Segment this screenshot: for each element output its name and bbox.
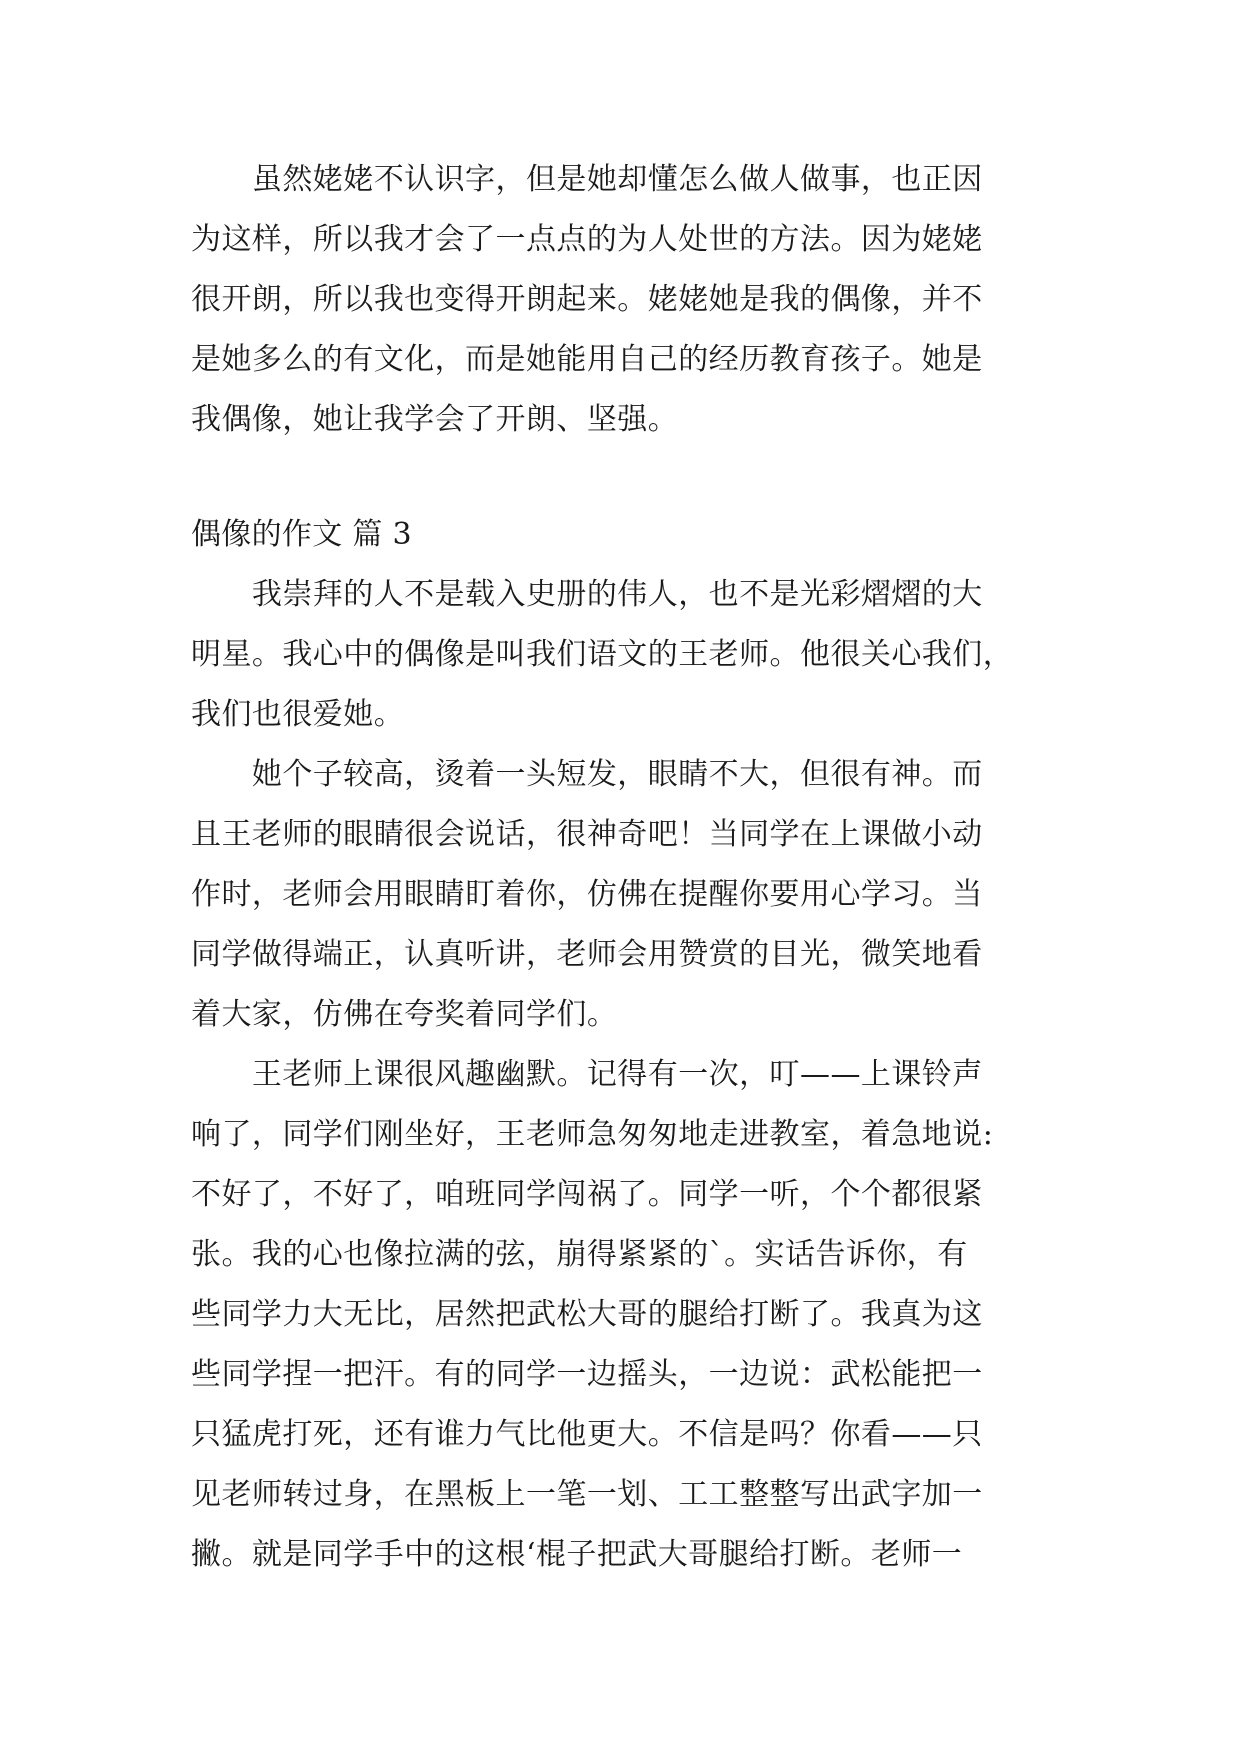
body-text-line: 我们也很爱她。 bbox=[191, 697, 405, 732]
body-text-line: 撇。就是同学手中的这根‘棍子把武大哥腿给打断。老师一 bbox=[191, 1537, 963, 1572]
body-text-line: 很开朗，所以我也变得开朗起来。姥姥她是我的偶像，并不 bbox=[191, 282, 983, 317]
section-heading: 偶像的作文 篇 3 bbox=[191, 517, 412, 552]
body-text-line: 些同学捏一把汗。有的同学一边摇头，一边说：武松能把一 bbox=[191, 1357, 983, 1392]
body-text-line: 些同学力大无比，居然把武松大哥的腿给打断了。我真为这 bbox=[191, 1297, 983, 1332]
body-text-line: 作时，老师会用眼睛盯着你，仿佛在提醒你要用心学习。当 bbox=[191, 877, 983, 912]
body-text-line: 是她多么的有文化，而是她能用自己的经历教育孩子。她是 bbox=[191, 342, 983, 377]
body-text-line: 同学做得端正，认真听讲，老师会用赞赏的目光，微笑地看 bbox=[191, 937, 983, 972]
body-text-line: 着大家，仿佛在夸奖着同学们。 bbox=[191, 997, 618, 1032]
body-text-line: 不好了，不好了，咱班同学闯祸了。同学一听，个个都很紧 bbox=[191, 1177, 983, 1212]
body-text-line: 张。我的心也像拉满的弦，崩得紧紧的`。实话告诉你，有 bbox=[191, 1237, 968, 1272]
body-text-line: 为这样，所以我才会了一点点的为人处世的方法。因为姥姥 bbox=[191, 222, 983, 257]
body-text-line: 我偶像，她让我学会了开朗、坚强。 bbox=[191, 402, 679, 437]
body-text-line: 响了，同学们刚坐好，王老师急匆匆地走进教室，着急地说: bbox=[191, 1117, 994, 1152]
body-text-line: 虽然姥姥不认识字，但是她却懂怎么做人做事，也正因 bbox=[191, 162, 983, 197]
body-text-line: 只猛虎打死，还有谁力气比他更大。不信是吗？你看——只 bbox=[191, 1417, 983, 1452]
body-text-line: 明星。我心中的偶像是叫我们语文的王老师。他很关心我们， bbox=[191, 637, 1014, 672]
body-text-line: 王老师上课很风趣幽默。记得有一次，叮——上课铃声 bbox=[191, 1057, 983, 1092]
body-text-line: 且王老师的眼睛很会说话，很神奇吧！当同学在上课做小动 bbox=[191, 817, 983, 852]
body-text-line: 她个子较高，烫着一头短发，眼睛不大，但很有神。而 bbox=[191, 757, 983, 792]
body-text-line: 我崇拜的人不是载入史册的伟人，也不是光彩熠熠的大 bbox=[191, 577, 983, 612]
body-text-line: 见老师转过身，在黑板上一笔一划、工工整整写出武字加一 bbox=[191, 1477, 983, 1512]
